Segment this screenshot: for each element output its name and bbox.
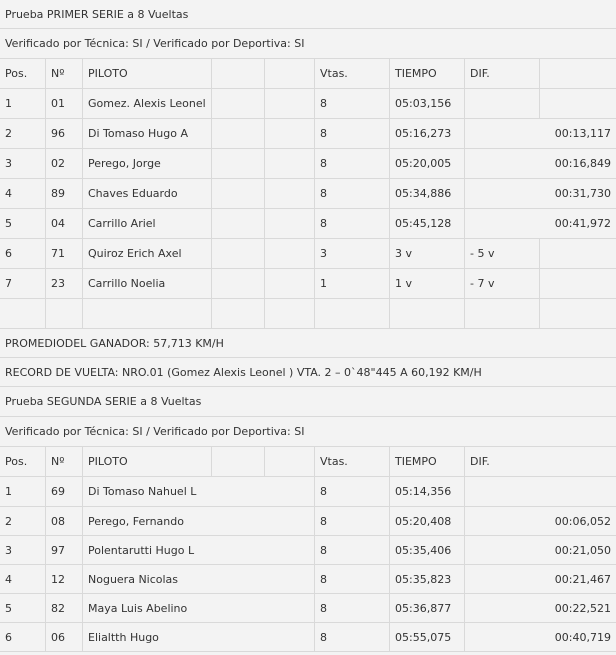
cell-piloto: Perego, Jorge (83, 149, 212, 178)
cell-vtas: 8 (315, 536, 390, 564)
cell-dif: 00:41,972 (554, 217, 611, 230)
cell-tiempo: 05:36,877 (390, 594, 465, 622)
cell-piloto: Polentarutti Hugo L (83, 536, 315, 564)
lap-record: RECORD DE VUELTA: NRO.01 (Gomez Alexis Leonel ) VTA. 2 – 0`48"445 A 60,192 KM/H (0, 358, 616, 387)
cell-dif: 00:21,050 (554, 543, 611, 557)
empty-cell (212, 299, 265, 328)
cell-pos: 6 (0, 623, 46, 651)
header-pos: Pos. (0, 59, 46, 88)
cell-vtas: 8 (315, 89, 390, 118)
cell-piloto: Noguera Nicolas (83, 565, 315, 593)
cell-piloto: Di Tomaso Hugo A (83, 119, 212, 148)
empty-cell (390, 299, 465, 328)
cell-vtas: 8 (315, 623, 390, 651)
empty-cell (540, 269, 616, 298)
cell-vtas: 1 (315, 269, 390, 298)
table-row (0, 477, 616, 507)
cell-tiempo: 05:34,886 (390, 179, 465, 208)
empty-cell (540, 299, 616, 328)
cell-vtas: 8 (315, 507, 390, 535)
cell-piloto: Maya Luis Abelino (83, 594, 315, 622)
table-row (0, 89, 616, 119)
empty-cell (265, 149, 315, 178)
table-header (0, 59, 616, 89)
cell-dif: 00:40,719 (554, 630, 611, 644)
cell-piloto: Chaves Eduardo (83, 179, 212, 208)
cell-piloto: Elialtth Hugo (83, 623, 315, 651)
cell-dif: 00:13,117 (554, 127, 611, 140)
cell-vtas: 8 (315, 209, 390, 238)
cell-num: 08 (46, 507, 83, 535)
cell-tiempo: 05:14,356 (390, 477, 465, 506)
cell-dif: 00:31,730 (554, 187, 611, 200)
cell-dif (465, 89, 540, 118)
cell-pos: 3 (0, 536, 46, 564)
cell-piloto: Gomez. Alexis Leonel (83, 89, 212, 118)
table-row (0, 149, 616, 179)
table-row (0, 565, 616, 594)
cell-vtas: 8 (315, 565, 390, 593)
cell-tiempo: 05:45,128 (390, 209, 465, 238)
cell-piloto: Quiroz Erich Axel (83, 239, 212, 268)
cell-num: 01 (46, 89, 83, 118)
cell-dif (465, 477, 616, 506)
cell-pos: 3 (0, 149, 46, 178)
cell-dif: - 5 v (465, 239, 540, 268)
cell-dif: 00:21,467 (554, 572, 611, 586)
cell-num: 23 (46, 269, 83, 298)
empty-cell (0, 299, 46, 328)
series1-title: Prueba PRIMER SERIE a 8 Vueltas (0, 0, 616, 29)
empty-cell (540, 89, 616, 118)
empty-cell (265, 269, 315, 298)
header-dif: DIF. (470, 455, 490, 468)
cell-tiempo: 3 v (390, 239, 465, 268)
cell-pos: 5 (0, 594, 46, 622)
empty-cell (265, 447, 315, 476)
empty-cell (212, 149, 265, 178)
header-pos: Pos. (0, 447, 46, 476)
empty-cell (83, 299, 212, 328)
cell-tiempo: 05:20,005 (390, 149, 465, 178)
empty-cell (212, 209, 265, 238)
empty-row (0, 299, 616, 329)
series2-verified: Verificado por Técnica: SI / Verificado por Deportiva: SI (0, 417, 616, 447)
header-num: Nº (46, 59, 83, 88)
empty-cell (212, 269, 265, 298)
empty-cell (265, 119, 315, 148)
cell-pos: 4 (0, 179, 46, 208)
header-piloto: PILOTO (83, 59, 212, 88)
header-num: Nº (46, 447, 83, 476)
cell-pos: 1 (0, 477, 46, 506)
cell-num: 96 (46, 119, 83, 148)
header-piloto: PILOTO (83, 447, 212, 476)
table-row (0, 623, 616, 652)
header-vtas: Vtas. (315, 59, 390, 88)
cell-num: 82 (46, 594, 83, 622)
cell-vtas: 8 (315, 594, 390, 622)
table-row (0, 209, 616, 239)
cell-tiempo: 05:20,408 (390, 507, 465, 535)
cell-vtas: 8 (315, 477, 390, 506)
cell-num: 06 (46, 623, 83, 651)
empty-cell (212, 59, 265, 88)
cell-pos: 6 (0, 239, 46, 268)
empty-cell (46, 299, 83, 328)
cell-pos: 4 (0, 565, 46, 593)
table-row (0, 594, 616, 623)
empty-cell (212, 179, 265, 208)
table-row (0, 119, 616, 149)
empty-cell (465, 299, 540, 328)
winner-average: PROMEDIODEL GANADOR: 57,713 KM/H (0, 329, 616, 358)
cell-pos: 2 (0, 507, 46, 535)
cell-tiempo: 05:16,273 (390, 119, 465, 148)
table-row (0, 239, 616, 269)
cell-vtas: 8 (315, 119, 390, 148)
empty-cell (265, 59, 315, 88)
cell-dif: 00:06,052 (554, 514, 611, 528)
table-row (0, 179, 616, 209)
empty-cell (265, 239, 315, 268)
empty-cell (540, 239, 616, 268)
empty-cell (315, 299, 390, 328)
cell-pos: 1 (0, 89, 46, 118)
cell-vtas: 3 (315, 239, 390, 268)
table-row (0, 536, 616, 565)
cell-num: 71 (46, 239, 83, 268)
cell-tiempo: 05:35,823 (390, 565, 465, 593)
empty-cell (265, 299, 315, 328)
header-dif: DIF. (465, 59, 540, 88)
cell-num: 04 (46, 209, 83, 238)
cell-piloto: Carrillo Noelia (83, 269, 212, 298)
table-row (0, 507, 616, 536)
cell-vtas: 8 (315, 149, 390, 178)
table-header (0, 447, 616, 477)
cell-piloto: Perego, Fernando (83, 507, 315, 535)
table-row (0, 269, 616, 299)
header-tiempo: TIEMPO (390, 447, 465, 476)
empty-cell (212, 239, 265, 268)
empty-cell (212, 447, 265, 476)
empty-cell (265, 179, 315, 208)
cell-tiempo: 1 v (390, 269, 465, 298)
cell-piloto: Di Tomaso Nahuel L (83, 477, 315, 506)
series2-title: Prueba SEGUNDA SERIE a 8 Vueltas (0, 387, 616, 417)
cell-pos: 2 (0, 119, 46, 148)
empty-cell (540, 59, 616, 88)
cell-dif: - 7 v (465, 269, 540, 298)
cell-dif: 00:22,521 (554, 601, 611, 615)
cell-piloto: Carrillo Ariel (83, 209, 212, 238)
header-tiempo: TIEMPO (390, 59, 465, 88)
cell-pos: 5 (0, 209, 46, 238)
cell-dif: 00:16,849 (554, 157, 611, 170)
series1-verified: Verificado por Técnica: SI / Verificado por Deportiva: SI (0, 29, 616, 59)
empty-cell (212, 89, 265, 118)
cell-num: 12 (46, 565, 83, 593)
cell-pos: 7 (0, 269, 46, 298)
cell-num: 69 (46, 477, 83, 506)
cell-tiempo: 05:03,156 (390, 89, 465, 118)
cell-tiempo: 05:35,406 (390, 536, 465, 564)
empty-cell (265, 209, 315, 238)
cell-num: 02 (46, 149, 83, 178)
empty-cell (212, 119, 265, 148)
empty-cell (265, 89, 315, 118)
cell-num: 89 (46, 179, 83, 208)
header-vtas: Vtas. (315, 447, 390, 476)
cell-num: 97 (46, 536, 83, 564)
cell-vtas: 8 (315, 179, 390, 208)
cell-tiempo: 05:55,075 (390, 623, 465, 651)
